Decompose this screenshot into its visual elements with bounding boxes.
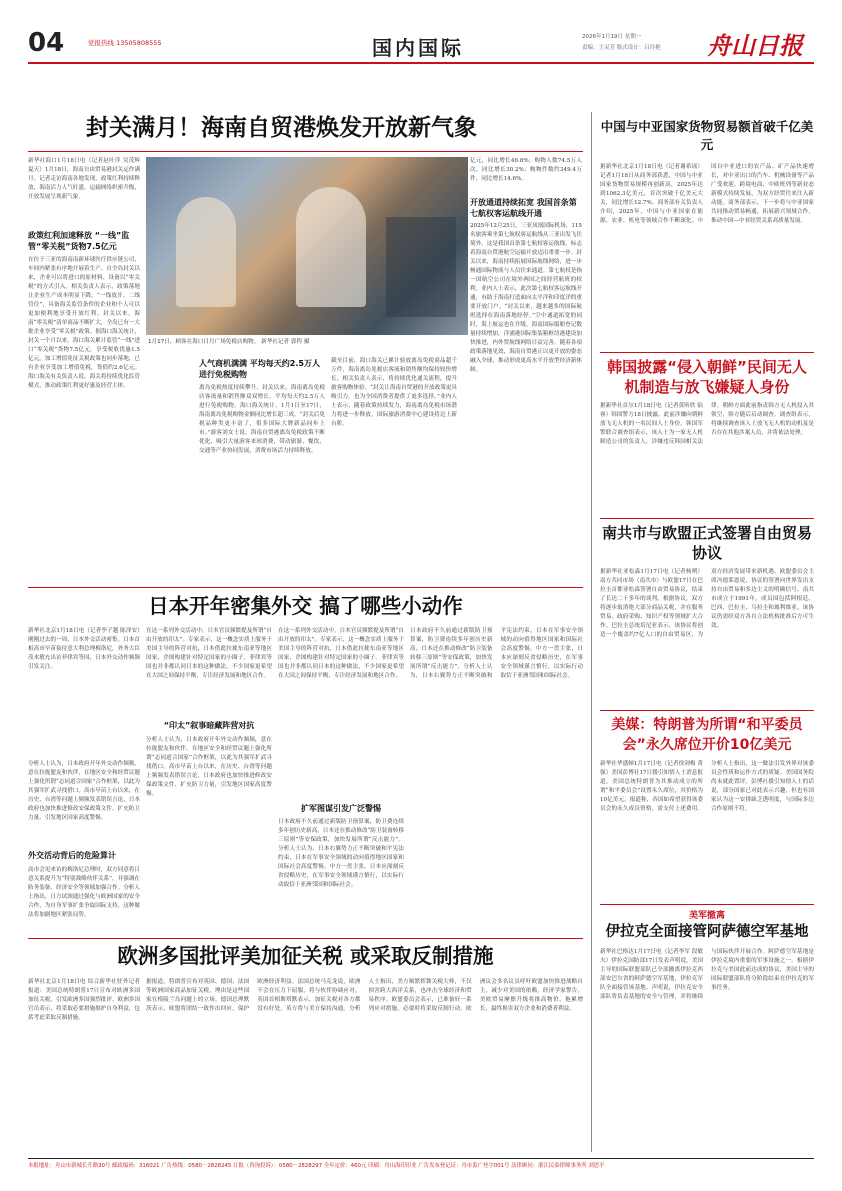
- europe-headline: 欧洲多国批评美加征关税 或采取反制措施: [117, 944, 494, 968]
- japan-subhead-3: 扩军图谋引发广泛警惕: [301, 804, 381, 813]
- footer-info: 本报地址：舟山市新城长升路30号 邮政编码：316021 广告热线：0580－2828245 订报（咨询投诉）：0580－2828297 全年定价：460元 印刷：舟山海印印业 广告发布登记证：舟市监广登字001号 法律顾问：浙江民泰律师事务所 刘思平: [28, 1163, 605, 1169]
- lead-subhead-2: 人气商机满满 平均每天约2.5万人进行免税购物: [199, 359, 320, 379]
- brief-4-rule: [600, 904, 814, 905]
- lead-headline: 封关满月！海南自贸港焕发开放新气象: [86, 115, 477, 141]
- brief-2-rule: [600, 518, 814, 519]
- staff-line: 责编：王灵芳 版式设计：吕玲艳: [582, 45, 661, 51]
- japan-headline: 日本开年密集外交 搞了哪些小动作: [148, 594, 463, 618]
- lead-body-3: 截至目前，海口海关已累计验放离岛免税商品超千万件，海南离岛免税店客流和销售额均保持较快增长。相关负责人表示，将持续优化通关流程，提升旅客购物体验。“封关让海南自贸港的开放政策更具吸引力，也为全国消费者提供了更多选择。”业内人士表示，随着政策持续发力，海南离岛免税市场潜力将进一步释放，国际旅游消费中心建设将迈上新台阶。: [331, 358, 457, 427]
- japan-body-4a: 日本政府不久前通过新版防卫预算案，防卫费连续多年创历史新高。日本还在推动修改“防卫装备转移三原则”等安保政策，加快发展所谓“反击能力”。分析人士认为，日本右翼势力正不断突破和平宪法约束，日本在军事安全领域的动向值得地区国家和国际社会高度警惕。中方一贯主张，日本应深刻反省侵略历史，在军事安全领域谨言慎行，以实际行动取信于亚洲邻国和国际社会。: [278, 819, 404, 888]
- brief-1-body: 据新华社北京1月18日电（记者谢希瑶）记者1月18日从商务部获悉，中国与中亚国家货物贸易规模再创新高，2025年达到1062.3亿美元，首次突破千亿美元大关，同比增长12.7%。商务部有关负责人介绍，2025年，中国与中亚国家在能源、农业、机电等领域合作不断深化。中国自中亚进口的农产品、矿产品快速增长，对中亚出口的汽车、机械设备等产品广受欢迎。跨境电商、中欧班列等新业态新模式持续发展，为双方经贸往来注入新动能。商务部表示，下一步将与中亚国家共同推动贸易畅通，拓展新兴领域合作，推动中国—中亚经贸关系高质量发展。: [600, 164, 814, 224]
- japan-subhead-1: 外交活动背后的危险算计: [28, 851, 116, 860]
- photo-caption: 1月17日，顾客在海口日月广场免税店购物。 新华社记者 郭程 摄: [148, 339, 310, 345]
- brief-5-headline: 伊拉克全面接管阿萨德空军基地: [605, 924, 809, 940]
- lead-photo: [146, 157, 468, 335]
- japan-body-3b: 分析人士认为，日本政府开年外交动作频频，意在拉拢盟友和伙伴，在地区安全和经贸议题上强化所谓“志同道合国家”合作框架，以此为其强军扩武寻找借口。高市早苗上台以来，在历史、台湾等问题上频频发表错误言论，日本政府也加快推进修改安保政策文件、扩充防卫力量，引发地区国家高度警惕。: [146, 737, 272, 797]
- section-title: 国内国际: [372, 36, 464, 60]
- japan-body-3c: 在这一系列外交活动中，日本官员频繁提及所谓“自由开放的印太”。专家表示，这一概念实质上服务于美国主导的阵营对抗，日本借此拉拢东南亚等地区国家，企图构建针对特定国家的小圈子。菲律宾等国也并非都认同日本的这种做法，不少国家更希望在大国之间保持平衡，专注经济发展和地区合作。: [278, 628, 404, 679]
- photo-figure-2: [296, 187, 366, 307]
- footer-rule: [28, 1158, 814, 1159]
- lead-byline: 新华社海口1月18日电（记者赵叶萍 吴茂辉 夏天）1月18日，海南自由贸易港封关运作满月。记者走访海南各地发现，政策红利持续释放，海南活力人气旺盛，运输网络织密升级，开放发展呈现新气象。: [28, 158, 140, 200]
- lead-body-4: 亿元，同比增长46.8%；购物人数74.5万人次，同比增长30.2%；购物件数约349.4万件，同比增长14.6%。: [470, 158, 582, 182]
- japan-top-rule: [28, 587, 583, 588]
- brief-1-rule: [600, 352, 814, 353]
- europe-top-rule: [28, 938, 583, 939]
- europe-body: 据报道，特朗普宣布对英国、德国、法国等欧洲国家商品加征关税，理由是这些国家在格陵兰岛问题上的立场。德国总理默茨表示，欧盟将团结一致作出回应，保护欧洲经济利益。法国总统马克龙说，欧洲不会在压力下屈服，将与伙伴协调应对。英国首相斯塔默表示，加征关税对各方都没有好处，英方将与美方保持沟通。分析人士指出，美方频繁挥舞关税大棒，不仅损害跨大西洋关系，也冲击全球经济和贸易秩序。欧盟委员会表示，已准备好一系列应对措施，必要时将采取反制行动。欧洲议会多名议员呼吁欧盟加快推进战略自主，减少对美国的依赖。经济学家警告，美欧贸易摩擦升级将推高物价、拖累增长，最终损害双方企业和消费者利益。: [146, 979, 583, 1012]
- masthead-logo: 舟山日报: [707, 32, 803, 60]
- lead-subhead-1: 政策红利加速释放 “一线”监管“零关税”货物7.5亿元: [28, 231, 130, 251]
- brief-3-headline: 南共市与欧盟正式签署自由贸易协议: [601, 524, 812, 562]
- japan-byline: 新华社北京1月18日电（记者李子越 陈泽安）刚刚过去的一周，日本外交活动密集。日本首相高市早苗接待意大利总理梅洛尼，外务大臣茂木敏充出访菲律宾等国，日本外交动作频频引发关注。: [28, 628, 140, 670]
- date-line: 2026年1月19日 星期一: [582, 34, 642, 40]
- brief-5-body: 新华社巴格达1月17日电（记者李军 段敏夫）伊拉克国防部17日发表声明说，美国主导的国际联盟部队已全部撤离伊拉克西部安巴尔省的阿萨德空军基地，伊拉克军队全面接管该基地。声明说，伊拉克安全部队将负责基地的安全与管理，并将继续与国际伙伴开展合作。阿萨德空军基地是伊拉克境内重要的军事设施之一。根据伊拉克与美国此前达成的协议，美国主导的国际联盟部队将分阶段结束在伊拉克的军事任务。: [600, 949, 814, 1000]
- brief-3-body: 据新华社亚松森1月17日电（记者杨朔）南方共同市场（南共市）与欧盟17日在巴拉圭首都亚松森签署自由贸易协议，结束了长达二十多年的谈判。根据协议，双方将逐步取消绝大部分商品关税，并在服务贸易、政府采购、知识产权等领域扩大合作。巴拉圭总统培尼亚表示，该协议将创造一个覆盖约7亿人口的自由贸易区，为双方经济发展带来新机遇。欧盟委员会主席冯德莱恩说，协议的签署向世界发出支持自由贸易和多边主义的明确信号。南共市成立于1991年，成员国包括阿根廷、巴西、巴拉圭、乌拉圭和玻利维亚。该协议仍需经双方各自立法机构批准后方可生效。: [600, 569, 814, 638]
- lead-body-2: 离岛免税热度持续攀升。封关以来，海南离岛免税店客流量和销售额双双增长，平均每天约2.5万人进行免税购物。海口海关统计，1月1日至17日，海南离岛免税购物金额同比增长超三成。“封关后免税品种类更丰富了，很多国际大牌新品同步上市。”游客刘女士说。海南自贸港离岛免税政策不断优化，吸引大量游客来琼消费，带动旅游、餐饮、交通等产业协同发展，消费市场活力持续释放。: [199, 385, 325, 454]
- lead-subhead-3: 开放通道持续拓宽 我国首条第七航权客运航线开通: [470, 198, 577, 218]
- brief-3-rule: [600, 710, 814, 711]
- brief-4-body: 新华社华盛顿1月17日电（记者徐剑梅 黄强）美国彭博社17日援引知情人士消息报道，美国总统特朗普为其推动成立的所谓“和平委员会”设置永久席位，其价格为10亿美元。报道称，各国如希望获得该委员会的永久成员资格，需支付上述费用。分析人士指出，这一做法引发外界对该委员会性质和运作方式的质疑。美国国务院尚未就此置评。彭博社援引知情人士的话说，部分国家已对此表示兴趣，但也有国家认为这一安排缺乏透明度，与国际多边合作原则不符。: [600, 761, 814, 812]
- lead-rule: [28, 151, 583, 152]
- brief-1-headline: 中国与中亚国家货物贸易额首破千亿美元: [600, 119, 814, 152]
- brief-4-headline: 美媒：特朗普为所谓“和平委员会”永久席位开价10亿美元: [611, 717, 803, 753]
- lead-body-5: 2025年12月25日，三亚凤凰国际机场，115名旅客乘坐第七航权客运航线从三亚出发飞往境外。这是我国首条第七航权客运航线，标志着海南自贸港航空运输开放迈出重要一步。封关以来，海南持续拓展国际航线网络，进一步畅通国际物流与人员往来通道。第七航权是指一国航空公司在境外两国之间经营航班的权利。业内人士表示，此次第七航权客运航线开通，有助于海南打造面向太平洋和印度洋的重要开放门户。“封关以来，越来越多的国际航班选择在海南落地经停。”空中通道拓宽的同时，海上航运也在升级。海南国际船舶登记数量持续增加，洋浦港国际集装箱枢纽港建设加快推进，内外贸航线网络日益完善。随着各项政策落地见效，海南自贸港正以更开放的姿态融入全球，推动形成更高水平开放型经济新体制。: [470, 223, 582, 373]
- lead-body-1: 在位于三亚的海南南新环球医疗供应链公司，车间内紧张有序地开展着生产。自全岛封关以来，企业可以将进口的原材料、设备以“零关税”的方式引入。相关负责人表示，政策落地让企业生产成本明显下降。“一线放开、二线管住”，具备海关监管条件的企业和个人可以更加便利地享受开放红利。封关以来，海南“零关税”清单商品不断扩大，全岛已有一大批企业享受“零关税”政策。据海口海关统计，封关一个月以来，海口海关累计监管“一线”进口“零关税”货物7.5亿元，享受税收优惠1.5亿元。加工增值免征关税政策也同步落地，已有企业享受加工增值免税，货值约2.6亿元。海口海关有关负责人说，海关将持续优化监管模式，推动政策红利更好惠及经营主体。: [28, 257, 140, 389]
- photo-shelf: [386, 217, 456, 317]
- brief-2-body: 据新华社首尔1月18日电（记者黄昕欣 陆睿）韩国警方18日披露，此前涉嫌向朝鲜放飞无人机的一名民间人士身份。韩国军警联合调查组表示，该人士为一家无人机制造公司的负责人，涉嫌违反韩国相关法律。朝鲜方面此前指责韩方无人机侵入其领空，韩方随后启动调查。调查组表示，将继续调查该人士放飞无人机的动机及是否存在其他涉案人员，并将依法处理。: [600, 403, 814, 445]
- japan-body-4b: 日本政府不久前通过新版防卫预算案，防卫费连续多年创历史新高。日本还在推动修改“防卫装备转移三原则”等安保政策，加快发展所谓“反击能力”。分析人士认为，日本右翼势力正不断突破和平宪法约束，日本在军事安全领域的动向值得地区国家和国际社会高度警惕。中方一贯主张，日本应深刻反省侵略历史，在军事安全领域谨言慎行，以实际行动取信于亚洲邻国和国际社会。: [410, 628, 583, 679]
- japan-body-1: 分析人士认为，日本政府开年外交动作频频，意在拉拢盟友和伙伴，在地区安全和经贸议题上强化所谓“志同道合国家”合作框架，以此为其强军扩武寻找借口。高市早苗上台以来，在历史、台湾等问题上频频发表错误言论，日本政府也加快推进修改安保政策文件、扩充防卫力量，引发地区国家高度警惕。: [28, 761, 140, 821]
- header-rule: [28, 62, 814, 64]
- japan-body-3a: 在这一系列外交活动中，日本官员频繁提及所谓“自由开放的印太”。专家表示，这一概念实质上服务于美国主导的阵营对抗，日本借此拉拢东南亚等地区国家，企图构建针对特定国家的小圈子。菲律宾等国也并非都认同日本的这种做法，不少国家更希望在大国之间保持平衡，专注经济发展和地区合作。: [146, 628, 272, 679]
- japan-subhead-2: “印太”叙事暗藏阵营对抗: [163, 721, 255, 730]
- editor-info: 党报热线 13505808555: [88, 39, 162, 47]
- brief-2-headline: 韩国披露“侵入朝鲜”民间无人机制造与放飞嫌疑人身份: [607, 358, 807, 396]
- photo-figure-1: [176, 197, 236, 307]
- europe-byline: 新华社北京1月18日电 综合新华社驻外记者报道：美国总统特朗普17日宣布对欧洲多国加征关税，引发欧洲多国强烈批评。欧洲多国官员表示，将采取必要措施维护自身利益，包括考虑采取反制措施。: [28, 979, 140, 1021]
- japan-body-2: 高市会见来访的梅洛尼总理时，双方同意将日意关系提升为“特别战略伙伴关系”，并强调在防务装备、经济安全等领域加强合作。分析人士指出，日方试图通过强化与欧洲国家的安全合作，为自身军事扩张争取国际支持，这种做法将加剧地区紧张局势。: [28, 867, 140, 918]
- page-number: 04: [28, 28, 65, 58]
- brief-5-kicker: 美军撤离: [688, 911, 725, 921]
- right-column-divider: [591, 112, 592, 1152]
